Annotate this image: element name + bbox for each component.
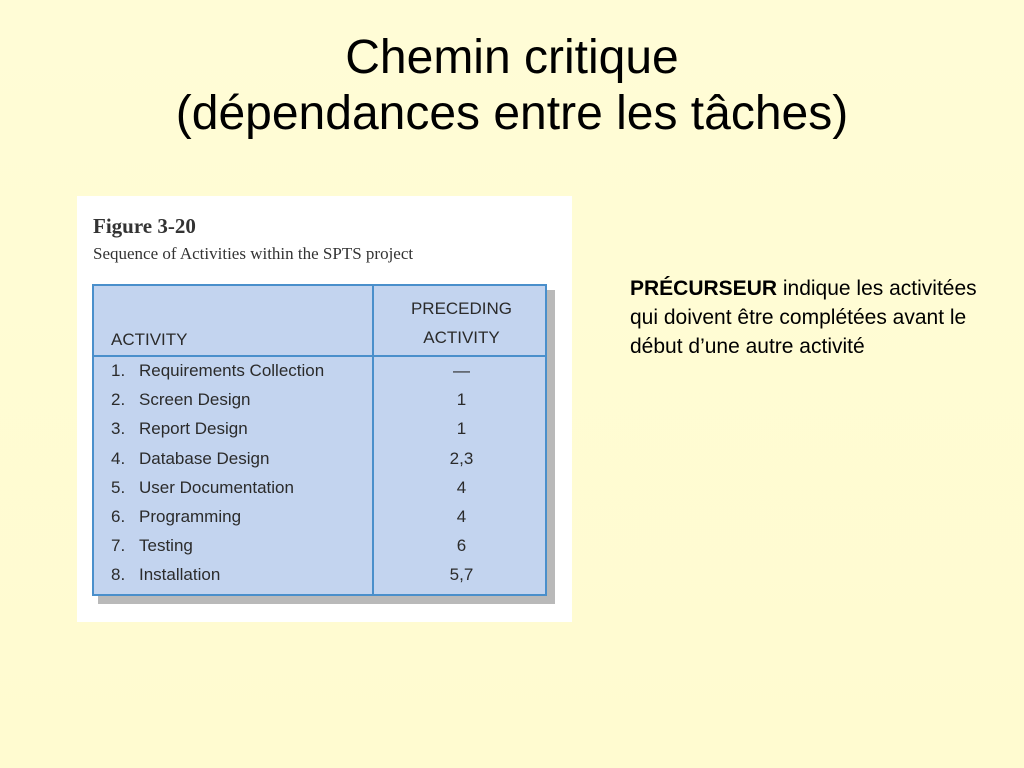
- table-row: [94, 416, 545, 445]
- row-number: 4.: [111, 448, 126, 468]
- row-preceding: 4: [456, 477, 467, 497]
- figure-panel: [77, 196, 572, 622]
- row-number: 2.: [111, 390, 126, 410]
- row-number: 6.: [111, 506, 126, 526]
- figure-caption: Sequence of Activities within the SPTS project: [93, 244, 414, 263]
- row-preceding: —: [453, 361, 470, 380]
- slide-title: [0, 30, 1024, 142]
- figure-label: Figure 3-20: [93, 214, 196, 238]
- table-row: [94, 562, 545, 591]
- row-preceding: 6: [456, 536, 467, 556]
- slide-title-line1: Chemin critique: [345, 31, 679, 84]
- row-activity: Requirements Collection: [139, 361, 325, 380]
- row-activity: Programming: [139, 506, 242, 526]
- slide-title-line2: (dépendances entre les tâches): [175, 87, 849, 140]
- row-preceding: 5,7: [449, 565, 474, 585]
- activity-table: [92, 284, 547, 596]
- header-divider: [94, 355, 545, 357]
- table-row: [94, 504, 545, 533]
- row-activity: Screen Design: [139, 390, 251, 410]
- row-number: 7.: [111, 536, 126, 556]
- table-row: [94, 387, 545, 416]
- table-row: [94, 446, 545, 475]
- row-preceding: 4: [456, 506, 467, 526]
- row-activity: Report Design: [139, 419, 248, 439]
- table-row: [94, 475, 545, 504]
- header-preceding-line1: PRECEDING: [410, 299, 513, 318]
- header-preceding: [374, 294, 549, 352]
- note-keyword: PRÉCURSEUR: [630, 277, 778, 300]
- row-activity: User Documentation: [139, 477, 294, 497]
- table-row: [94, 533, 545, 562]
- row-preceding: 1: [456, 390, 467, 410]
- note-text: indique les activitées qui doivent être complétées avant le début d’une autre activité: [630, 277, 977, 358]
- row-activity: Installation: [139, 565, 221, 585]
- row-preceding: 2,3: [449, 448, 474, 468]
- row-number: 3.: [111, 419, 126, 439]
- row-number: 5.: [111, 477, 126, 497]
- precursor-note: [630, 274, 990, 361]
- header-activity: ACTIVITY: [111, 330, 188, 349]
- header-preceding-line2: ACTIVITY: [423, 328, 500, 347]
- row-preceding: 1: [456, 419, 467, 439]
- row-activity: Testing: [139, 536, 193, 556]
- table-row: [94, 358, 545, 387]
- table-body: [94, 358, 545, 592]
- row-activity: Database Design: [139, 448, 270, 468]
- row-number: 8.: [111, 565, 126, 585]
- row-number: 1.: [111, 361, 126, 380]
